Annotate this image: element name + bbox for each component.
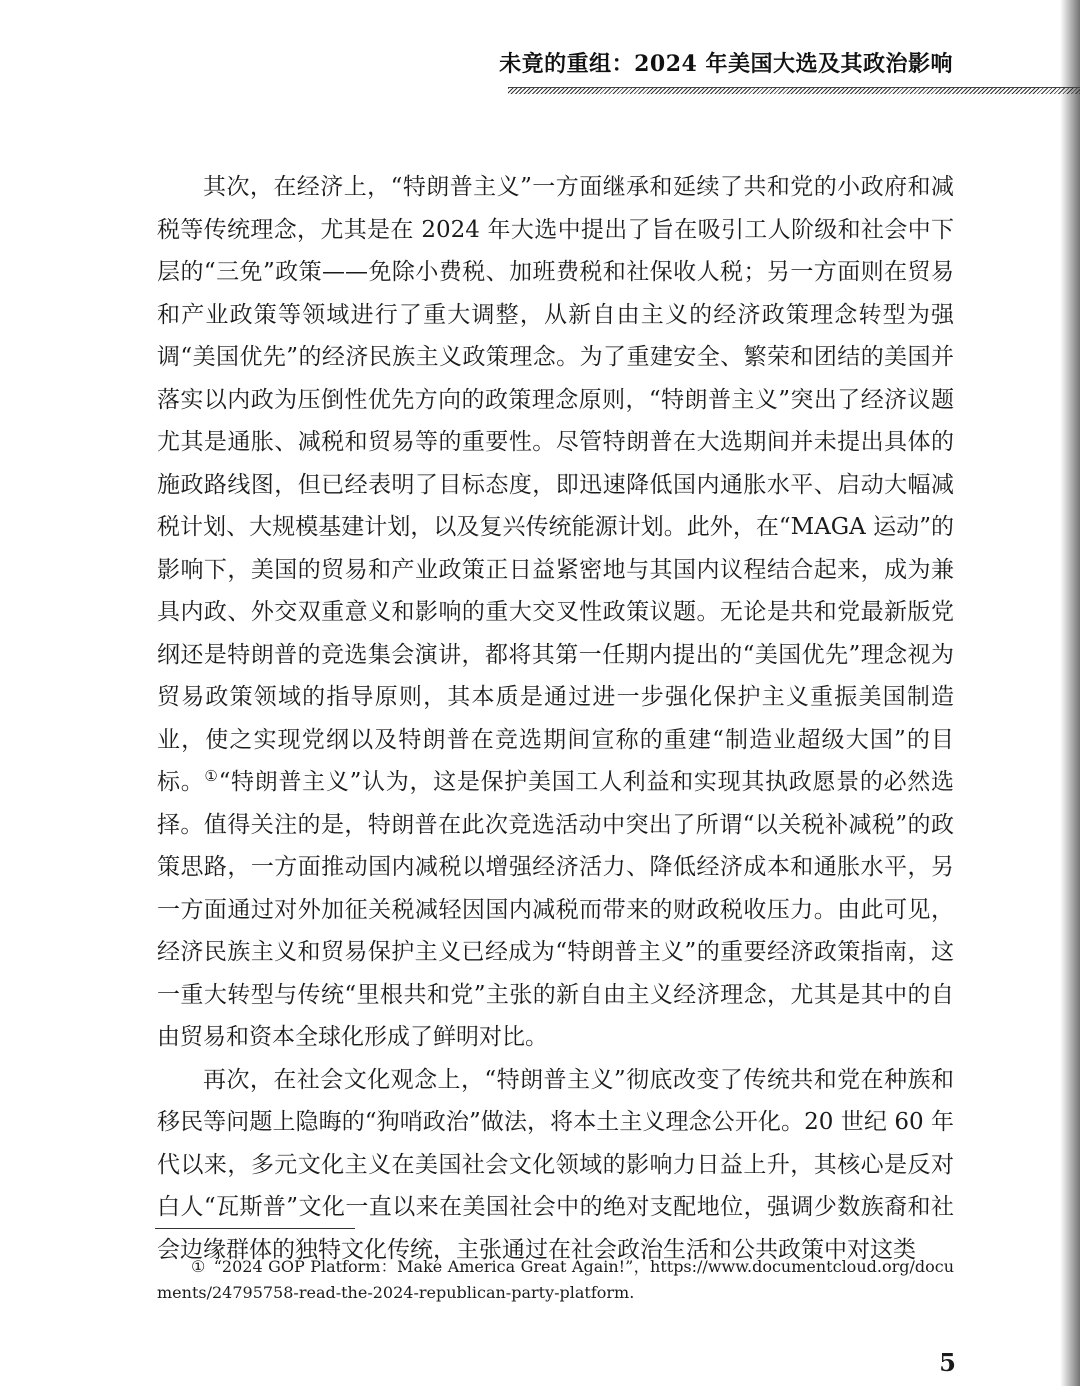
paragraph-text-continued: “特朗普主义”认为，这是保护美国工人利益和实现其执政愿景的必然选择。值得关注的是，特朗普在此次竞选活动中突出了所谓“以关税补减税”的政策思路，一方面推动国内减税以增强经济活力、降低经济成本和通胀水平，另一方面通过对外加征关税减轻因国内减税而带来的财政税收压力。由此可见，经济民族主义和贸易保护主义已经成为“特朗普主义”的重要经济政策指南，这一重大转型与传统“里根共和党”主张的新自由主义经济理念，尤其是其中的自由贸易和资本全球化形成了鲜明对比。 xyxy=(157,769,954,1050)
body-paragraph: 再次，在社会文化观念上，“特朗普主义”彻底改变了传统共和党在种族和移民等问题上隐晦的“狗哨政治”做法，将本土主义理念公开化。20 世纪 60 年代以来，多元文化主义在美国社会文化领域的影响力日益上升，其核心是反对白人“瓦斯普”文化一直以来在美国社会中的绝对支配地位，强调少数族裔和社会边缘群体的独特文化传统，主张通过在社会政治生活和公共政策中对这类 xyxy=(157,1066,954,1263)
footnote-reference[interactable]: ① xyxy=(204,767,219,785)
footnote-marker: ① xyxy=(191,1257,206,1276)
footnote-separator xyxy=(155,1228,355,1229)
scan-edge-shadow xyxy=(1060,0,1080,1386)
body-paragraph xyxy=(157,166,954,1059)
page-number: 5 xyxy=(939,1348,956,1377)
paragraph-text: 其次，在经济上，“特朗普主义”一方面继承和延续了共和党的小政府和减税等传统理念，尤其是在 2024 年大选中提出了旨在吸引工人阶级和社会中下层的“三免”政策——免除小费税、加班费税和社保收人税；另一方面则在贸易和产业政策等领域进行了重大调整，从新自由主义的经济政策理念转型为强调“美国优先”的经济民族主义政策理念。为了重建安全、繁荣和团结的美国并落实以内政为压倒性优先方向的政策理念原则，“特朗普主义”突出了经济议题尤其是通胀、减税和贸易等的重要性。尽管特朗普在大选期间并未提出具体的施政路线图，但已经表明了目标态度，即迅速降低国内通胀水平、启动大幅减税计划、大规模基建计划，以及复兴传统能源计划。此外，在“MAGA 运动”的影响下，美国的贸易和产业政策正日益紧密地与其国内议程结合起来，成为兼具内政、外交双重意义和影响的重大交叉性政策议题。无论是共和党最新版党纲还是特朗普的竞选集会演讲，都将其第一任期内提出的“美国优先”理念视为贸易政策领域的指导原则，其本质是通过进一步强化保护主义重振美国制造业，使之实现党纲以及特朗普在竞选期间宣称的重建“制造业超级大国”的目标。 xyxy=(157,174,954,795)
footnote-text: “2024 GOP Platform：Make America Great Again!”，https://www.documentcloud.org/documents/24795758-read-the-2024-republican-party-platform. xyxy=(157,1257,955,1302)
footnote-block xyxy=(157,1254,954,1306)
header-hatched-rule xyxy=(508,87,1080,94)
running-header-title: 未竟的重组：2024 年美国大选及其政治影响 xyxy=(499,51,953,77)
body-text xyxy=(157,166,954,1271)
footnote-item xyxy=(157,1254,954,1306)
